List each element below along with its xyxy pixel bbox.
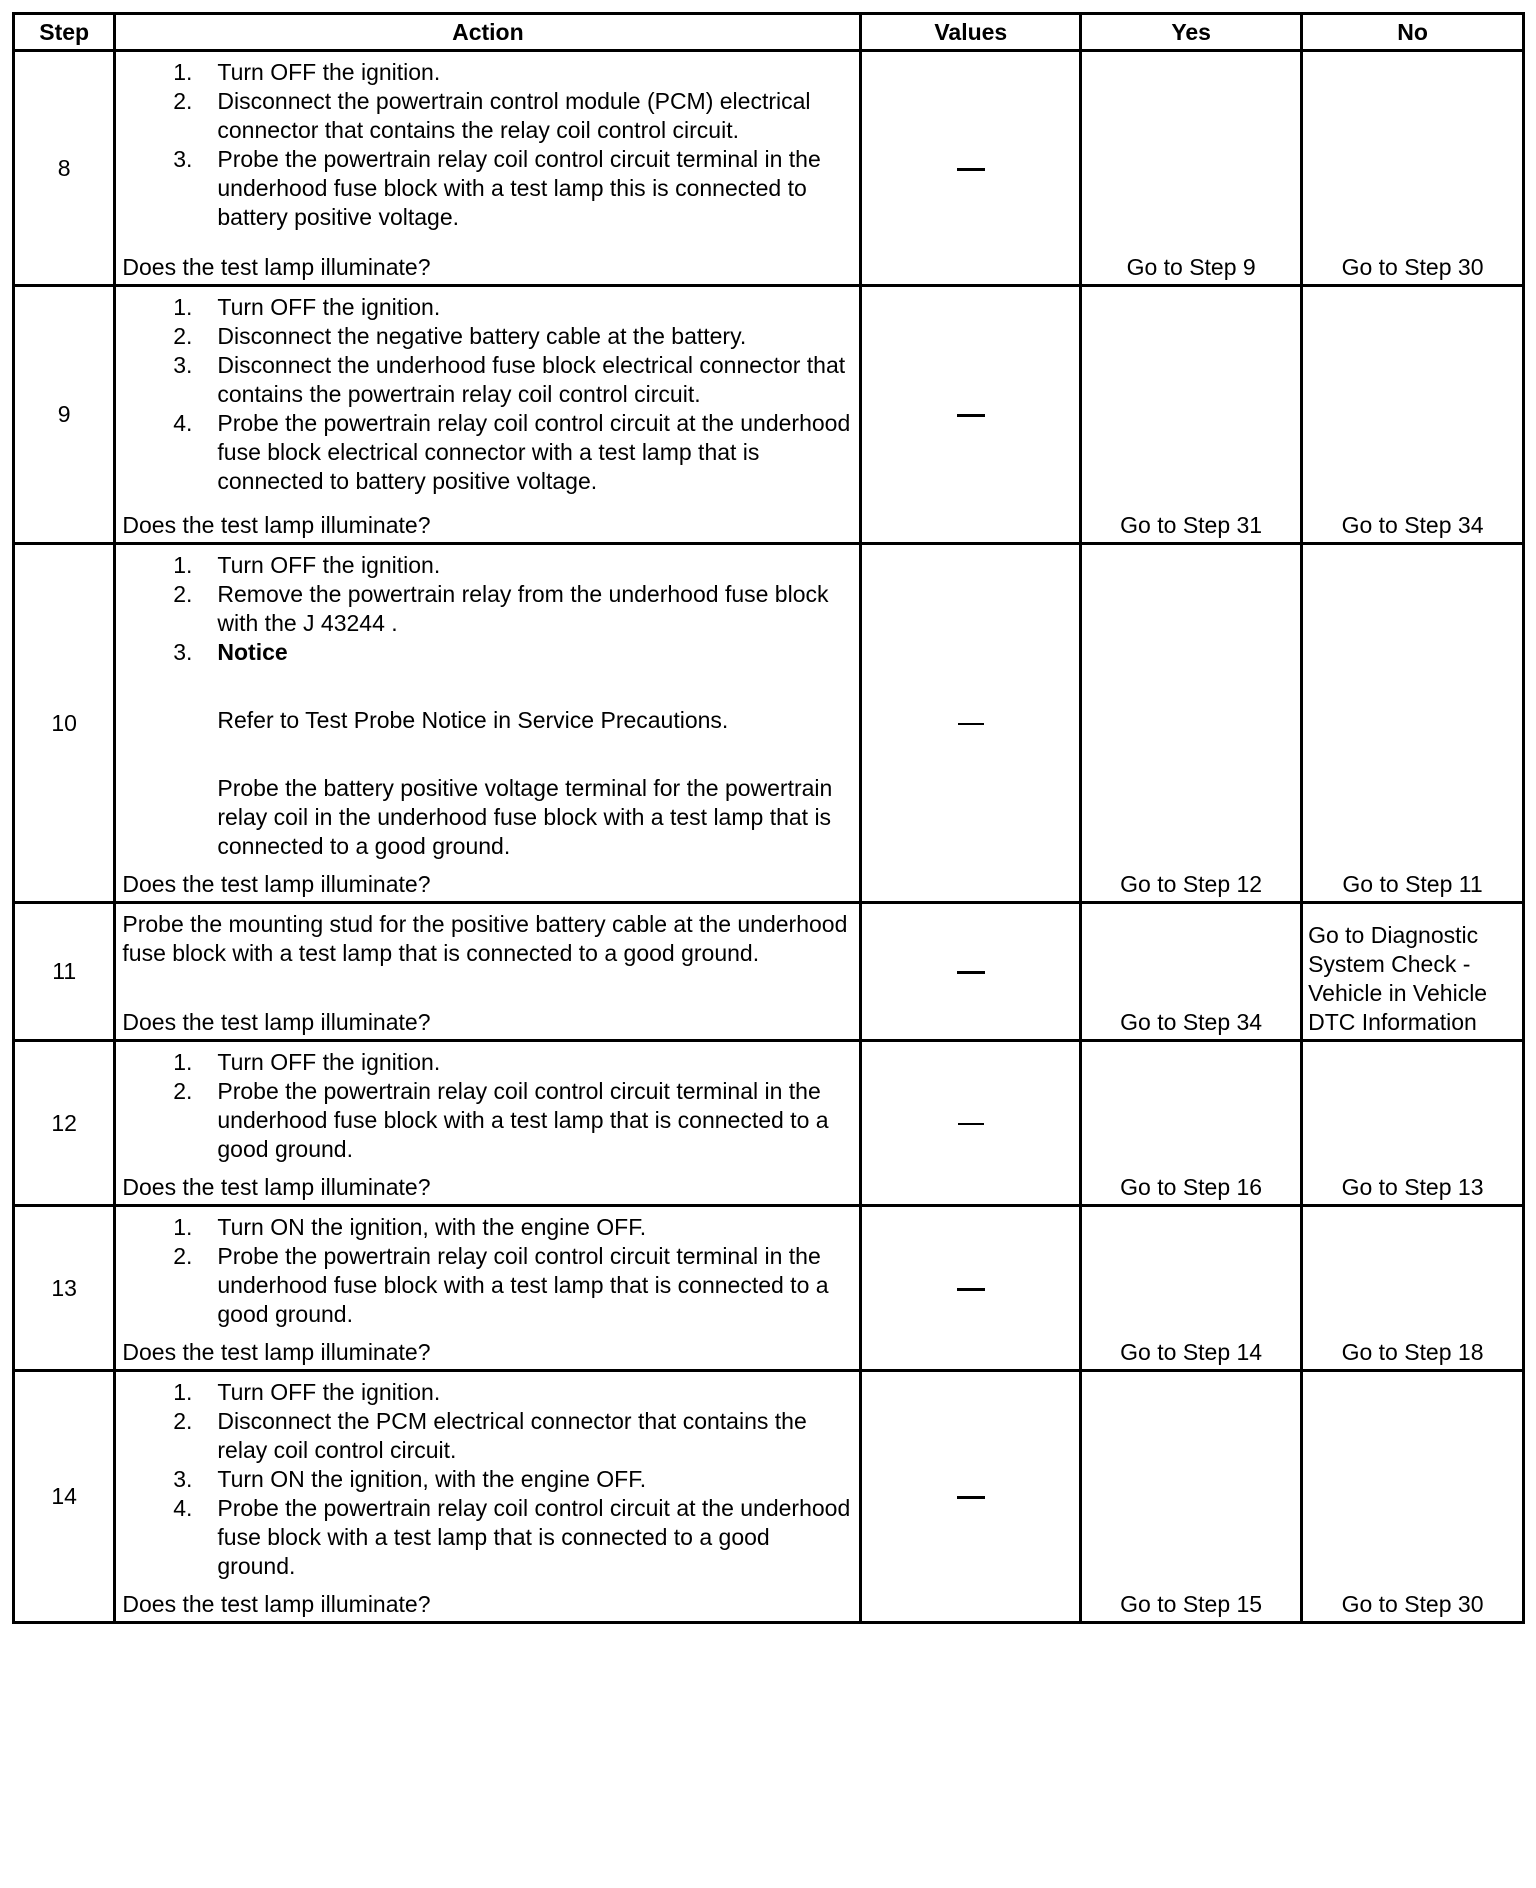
value-dash <box>957 1288 985 1291</box>
yes-outcome: Go to Step 14 <box>1120 1339 1263 1365</box>
yes-outcome: Go to Step 15 <box>1120 1591 1263 1617</box>
no-outcome: Go to Step 13 <box>1341 1174 1484 1200</box>
values-cell <box>861 51 1081 286</box>
yes-outcome: Go to Step 12 <box>1120 871 1263 897</box>
list-item: 1. Turn OFF the ignition. <box>173 1379 441 1405</box>
action-cell <box>115 903 861 1041</box>
yes-cell <box>1081 1206 1302 1371</box>
header-action: Action <box>115 14 861 51</box>
value-dash <box>958 1123 984 1125</box>
list-item: 2. Remove the powertrain relay from the underhood fuse block with the J 43244 . <box>173 581 829 636</box>
value-dash <box>957 168 985 171</box>
header-row <box>14 14 1524 51</box>
list-item: 2. Probe the powertrain relay coil control circuit terminal in the underhood fuse block with a test lamp that is connected to a good ground. <box>173 1078 829 1162</box>
list-item: 3. Disconnect the underhood fuse block electrical connector that contains the powertrain relay coil control circuit. <box>173 352 846 407</box>
question-text: Does the test lamp illuminate? <box>122 871 431 897</box>
header-values: Values <box>861 14 1081 51</box>
yes-cell <box>1081 903 1302 1041</box>
action-cell <box>115 1371 861 1623</box>
no-outcome: Go to Step 11 <box>1342 871 1483 897</box>
table-row <box>14 51 1524 286</box>
action-steps <box>122 1048 853 1164</box>
yes-outcome: Go to Step 31 <box>1120 512 1263 538</box>
no-cell <box>1302 286 1524 544</box>
no-outcome: Go to Step 34 <box>1341 512 1484 538</box>
action-steps <box>122 1378 853 1581</box>
list-item: 2. Disconnect the PCM electrical connector that contains the relay coil control circuit. <box>173 1408 807 1463</box>
values-cell <box>861 544 1081 903</box>
action-text: Probe the mounting stud for the positive battery cable at the underhood fuse block with a test lamp that is connected to a good ground. <box>122 911 848 966</box>
action-cell <box>115 544 861 903</box>
question-text: Does the test lamp illuminate? <box>122 1591 431 1617</box>
list-item: 2. Probe the powertrain relay coil control circuit terminal in the underhood fuse block with a test lamp that is connected to a good ground. <box>173 1243 829 1327</box>
action-steps <box>122 1213 853 1329</box>
action-steps <box>122 551 853 861</box>
step-number: 11 <box>14 903 115 1041</box>
table-row <box>14 903 1524 1041</box>
no-outcome: Go to Step 18 <box>1341 1339 1484 1365</box>
list-item: 3. Notice Refer to Test Probe Notice in Service Precautions. Probe the battery positive voltage terminal for the powertrain relay coil in the underhood fuse block with a test lamp that is connected to a good ground. <box>122 638 853 861</box>
action-steps <box>122 58 853 232</box>
notice-title: Notice <box>217 639 288 665</box>
list-item: 4. Probe the powertrain relay coil control circuit at the underhood fuse block with a test lamp that is connected to a good ground. <box>173 1495 851 1579</box>
question-text: Does the test lamp illuminate? <box>122 512 431 538</box>
values-cell <box>861 1371 1081 1623</box>
question-text: Does the test lamp illuminate? <box>122 1009 431 1035</box>
table-row <box>14 1206 1524 1371</box>
list-item: 4. Probe the powertrain relay coil control circuit at the underhood fuse block electrical connector with a test lamp that is connected to battery positive voltage. <box>173 410 851 494</box>
action-cell <box>115 1041 861 1206</box>
step-number: 14 <box>14 1371 115 1623</box>
no-outcome: Go to Step 30 <box>1341 1591 1484 1617</box>
list-item: 3. Probe the powertrain relay coil control circuit terminal in the underhood fuse block with a test lamp this is connected to battery positive voltage. <box>173 146 821 230</box>
action-cell <box>115 51 861 286</box>
table-row <box>14 1041 1524 1206</box>
yes-cell <box>1081 1041 1302 1206</box>
yes-cell <box>1081 1371 1302 1623</box>
step-number: 12 <box>14 1041 115 1206</box>
action-cell <box>115 286 861 544</box>
values-cell <box>861 1041 1081 1206</box>
value-dash <box>957 414 985 417</box>
list-item: 2. Disconnect the powertrain control module (PCM) electrical connector that contains the relay coil control circuit. <box>173 88 811 143</box>
list-item: 3. Turn ON the ignition, with the engine OFF. <box>173 1466 647 1492</box>
no-outcome: Go to Diagnostic System Check - Vehicle in Vehicle DTC Information <box>1308 922 1488 1035</box>
yes-cell <box>1081 51 1302 286</box>
values-cell <box>861 903 1081 1041</box>
action-steps <box>122 293 853 496</box>
question-text: Does the test lamp illuminate? <box>122 254 431 280</box>
table-row <box>14 1371 1524 1623</box>
no-cell <box>1302 51 1524 286</box>
value-dash <box>958 723 984 725</box>
no-cell <box>1302 1041 1524 1206</box>
values-cell <box>861 286 1081 544</box>
table-row <box>14 544 1524 903</box>
list-item: 1. Turn OFF the ignition. <box>173 1049 441 1075</box>
no-outcome: Go to Step 30 <box>1341 254 1484 280</box>
diagnostic-table <box>12 12 1525 1624</box>
list-item: 1. Turn ON the ignition, with the engine OFF. <box>173 1214 647 1240</box>
step-number: 13 <box>14 1206 115 1371</box>
no-cell <box>1302 1371 1524 1623</box>
step-number: 9 <box>14 286 115 544</box>
question-text: Does the test lamp illuminate? <box>122 1339 431 1365</box>
list-item: 2. Disconnect the negative battery cable at the battery. <box>173 323 747 349</box>
header-step: Step <box>14 14 115 51</box>
yes-outcome: Go to Step 16 <box>1120 1174 1263 1200</box>
value-dash <box>957 1496 985 1499</box>
step-number: 10 <box>14 544 115 903</box>
yes-cell <box>1081 544 1302 903</box>
header-no: No <box>1302 14 1524 51</box>
list-item: 1. Turn OFF the ignition. <box>173 59 441 85</box>
value-dash <box>957 971 985 974</box>
table-row <box>14 286 1524 544</box>
yes-outcome: Go to Step 9 <box>1126 254 1256 280</box>
values-cell <box>861 1206 1081 1371</box>
action-cell <box>115 1206 861 1371</box>
no-cell <box>1302 544 1524 903</box>
no-cell <box>1302 903 1524 1041</box>
yes-cell <box>1081 286 1302 544</box>
no-cell <box>1302 1206 1524 1371</box>
step-number: 8 <box>14 51 115 286</box>
list-item: 1. Turn OFF the ignition. <box>173 294 441 320</box>
list-item: 1. Turn OFF the ignition. <box>173 552 441 578</box>
notice-instruction: Probe the battery positive voltage terminal for the powertrain relay coil in the underhood fuse block with a test lamp that is connected to a good ground. <box>217 775 833 859</box>
question-text: Does the test lamp illuminate? <box>122 1174 431 1200</box>
header-yes: Yes <box>1081 14 1302 51</box>
yes-outcome: Go to Step 34 <box>1120 1009 1263 1035</box>
notice-text: Refer to Test Probe Notice in Service Precautions. <box>217 707 729 733</box>
